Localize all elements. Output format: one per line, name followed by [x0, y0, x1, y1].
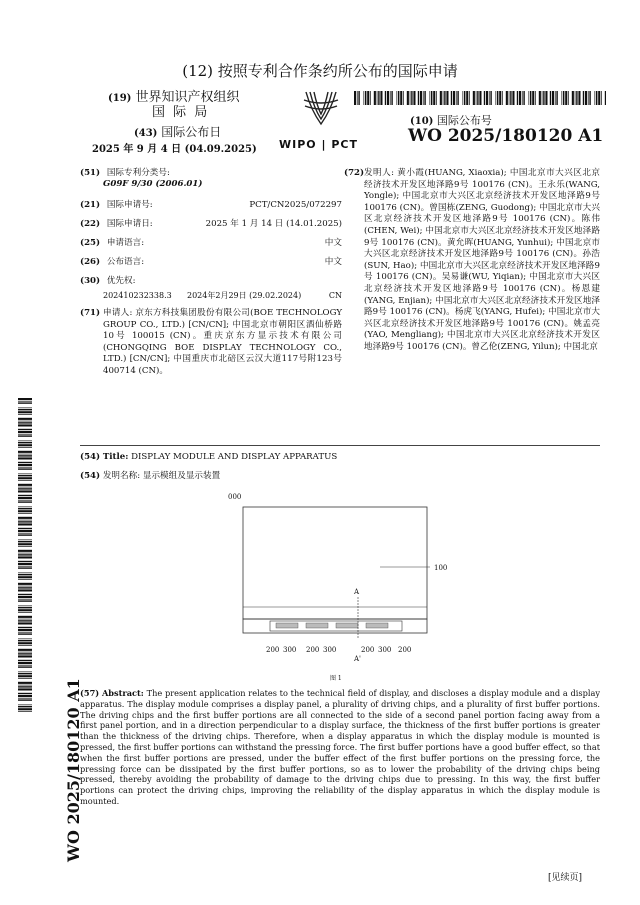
inventors-text: 发明人: 黄小霞(HUANG, Xiaoxia); 中国北京市大兴区北京经济技术开发区地泽路9号 100176 (CN)。王永乐(WANG, Yongle); 中国北京市大兴区北京经济技术开发区地泽路9号 100176 (CN)。曾国栋(ZENG, Guodong); 中国北京市大兴区北京经济技术开发区地泽路9号 100176 (CN)。陈伟(CHEN, Wei); 中国北京市大兴区北京经济技术开发区地泽路9号 100176 (CN)。黄允晖(HUANG, Yunhui); 中国北京市大兴区北京经济技术开发区地泽路9号 100176 (CN)。孙浩(SUN, Hao); 中国北京市大兴区北京经济技术开发区地泽路9号 100176 (CN)。吴易谦(WU, Yiqian); 中国北京市大兴区北京经济技术开发区地泽路9号 100176 (CN)。杨恩建(YANG, Enjian); 中国北京市大兴区北京经济技术开发区地泽路9号 100176 (CN)。杨虎飞(YANG, Hufei); 中国北京市大兴区北京经济技术开发区地泽路9号 100176 (CN)。姚孟亮(YAO, Mengliang); 中国北京市大兴区北京经济技术开发区地泽路9号 100176 (CN)。曾乙伦(ZENG, Yilun); 中国北京	[364, 168, 600, 352]
field-30: (30) 优先权:	[80, 276, 136, 286]
side-barcode-icon	[18, 398, 32, 712]
org-sub: 国 际 局	[152, 105, 210, 120]
field-25: (25) 申请语言: 中文	[80, 238, 342, 248]
org-num: (19)	[108, 93, 132, 104]
priority-row: 202410232338.3 2024年2月29日 (29.02.2024) CN	[103, 291, 342, 300]
pubdate-block: (43) 国际公布日	[134, 125, 222, 139]
figure-drawing	[240, 505, 430, 645]
document-title: (12) 按照专利合作条约所公布的国际申请	[182, 62, 458, 80]
applicant-text: 申请人: 京东方科技集团股份有限公司(BOE TECHNOLOGY GROUP CO., LTD.) [CN/CN]; 中国北京市朝阳区酒仙桥路10号 100015 (CN)。重庆京东方显示技术有限公司(CHONGQING BOE DISPLAY TECHNOLOGY CO., LTD.) [CN/CN]; 中国重庆市北碚区云汉大道117号附123号 400714 (CN)。	[103, 308, 342, 376]
label-a-top: A	[354, 588, 360, 596]
figure-caption: 图 1	[330, 675, 342, 682]
continued-note: [见续页]	[548, 873, 583, 883]
wipo-pct-text: WIPO | PCT	[279, 138, 358, 151]
field-51: (51) 国际专利分类号:	[80, 168, 170, 178]
field-72: (72) 发明人: 黄小霞(HUANG, Xiaoxia); 中国北京市大兴区北京经济技术开发区地泽路9号 100176 (CN)。王永乐(WANG, Yongle); 中国北京市大兴区北京经济技术开发区地泽路9号 100176 (CN)。曾国栋(ZENG, Guodong); 中国北京市大兴区北京经济技术开发区地泽路9号 100176 (CN)。陈伟(CHEN, Wei); 中国北京市大兴区北京经济技术开发区地泽路9号 100176 (CN)。黄允晖(HUANG, Yunhui); 中国北京市大兴区北京经济技术开发区地泽路9号 100176 (CN)。孙浩(SUN, Hao); 中国北京市大兴区北京经济技术开发区地泽路9号 100176 (CN)。吴易谦(WU, Yiqian); 中国北京市大兴区北京经济技术开发区地泽路9号 100176 (CN)。杨恩建(YANG, Enjian); 中国北京市大兴区北京经济技术开发区地泽路9号 100176 (CN)。杨虎飞(YANG, Hufei); 中国北京市大兴区北京经济技术开发区地泽路9号 100176 (CN)。姚孟亮(YAO, Mengliang); 中国北京市大兴区北京经济技术开发区地泽路9号 100176 (CN)。曾乙伦(ZENG, Yilun); 中国北京	[344, 168, 600, 352]
field-21: (21) 国际申请号: PCT/CN2025/072297	[80, 200, 342, 210]
figure-ref-000: 000	[228, 493, 242, 501]
field-71: (71) 申请人: 京东方科技集团股份有限公司(BOE TECHNOLOGY GROUP CO., LTD.) [CN/CN]; 中国北京市朝阳区酒仙桥路10号 100015 (CN)。重庆京东方显示技术有限公司(CHONGQING BOE DISPLAY TECHNOLOGY CO., LTD.) [CN/CN]; 中国重庆市北碚区云汉大道117号附123号 400714 (CN)。	[80, 308, 342, 376]
separator	[80, 445, 600, 446]
side-pubno: WO 2025/180120 A1	[64, 678, 83, 862]
title-cn: (54) 发明名称: 显示模组及显示装置	[80, 471, 221, 481]
barcode-icon	[354, 90, 606, 104]
abstract-text: The present application relates to the technical field of display, and discloses a display module and a display apparatus. The display module comprises a display panel, a plurality of driving chips, and a plurality of first buffer portions. The driving chips and the first buffer portions are all connected to the side of a second panel portion facing away from a first panel portion, and in a direction perpendicular to a display surface, the thickness of the first buffer portions is greater than the thickness of the driving chips. Therefore, when a display apparatus in which the display module is mounted is pressed, the first buffer portions can withstand the pressing force. The first buffer portions have a good buffer effect, so that when the first buffer portions are pressed, under the buffer effect of the first buffer portions on the pressing force, the pressing force can be dissipated by the first buffer portions, so as to lower the probability of the driving chips being pressed, thereby avoiding the probability of damage to the driving chips due to pressing. In this way, the first buffer portions can protect the driving chips, improving the reliability of the display apparatus in which the display module is mounted.	[80, 688, 600, 806]
title-en: (54) Title: DISPLAY MODULE AND DISPLAY APPARATUS	[80, 452, 338, 462]
pubdate-value: 2025 年 9 月 4 日 (04.09.2025)	[92, 144, 257, 155]
wipo-logo-icon	[296, 84, 346, 134]
ipc-class: G09F 9/30 (2006.01)	[103, 179, 203, 189]
field-22: (22) 国际申请日: 2025 年 1 月 14 日 (14.01.2025)	[80, 219, 342, 229]
field-26: (26) 公布语言: 中文	[80, 257, 342, 267]
pubno-label-block: (10) 国际公布号	[410, 114, 492, 127]
abstract: (57) Abstract: The present application relates to the technical field of display, and discloses a display module and a display apparatus. The display module comprises a display panel, a plurality of driving chips, and a plurality of first buffer portions. The driving chips and the first buffer portions are all connected to the side of a second panel portion facing away from a first panel portion, and in a direction perpendicular to a display surface, the thickness of the first buffer portions is greater than the thickness of the driving chips. Therefore, when a display apparatus in which the display module is mounted is pressed, the first buffer portions can withstand the pressing force. The first buffer portions have a good buffer effect, so that when the first buffer portions are pressed, under the buffer effect of the first buffer portions on the pressing force, the pressing force can be dissipated by the first buffer portions, so as to lower the probability of the driving chips being pressed, thereby avoiding the probability of damage to the driving chips due to pressing. In this way, the first buffer portions can protect the driving chips, improving the reliability of the display apparatus in which the display module is mounted.	[80, 688, 600, 806]
figure-ref-100: 100	[434, 564, 448, 572]
pubno-value: WO 2025/180120 A1	[408, 126, 604, 146]
org-name: 世界知识产权组织	[135, 90, 240, 105]
label-a-bottom: A'	[354, 655, 361, 663]
